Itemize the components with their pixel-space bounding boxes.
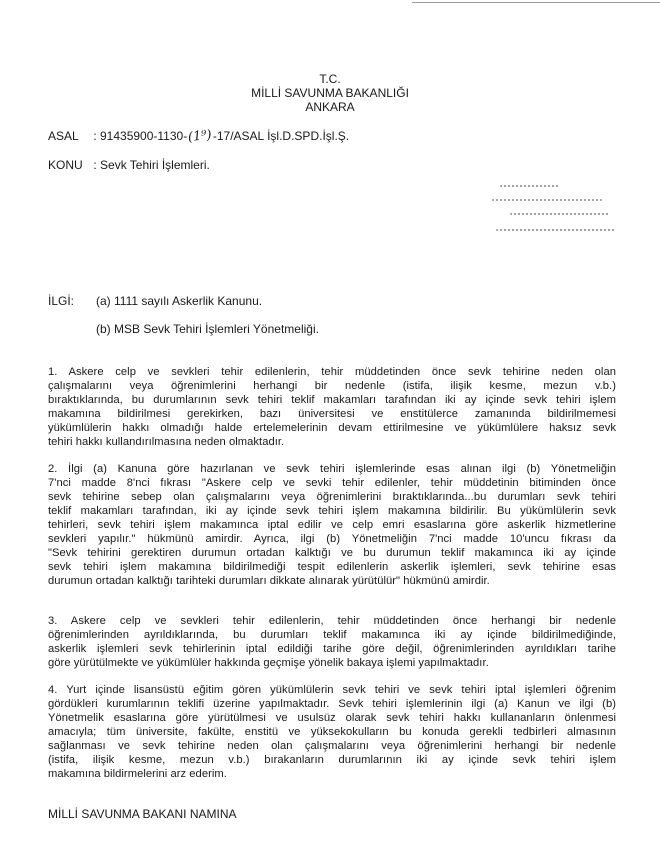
paragraph-line: öğrenimlerinden ayrıldıklarında, bu durumları teklif makamınca iki ay içinde bildirilmediğinde, — [48, 629, 616, 641]
paragraph-line: göre yürütülmekte ve yükümlüler hakkında geçmişe yönelik bakaya işlemi yapılmaktadır. — [48, 657, 489, 669]
paragraph-line: 7'nci madde 8'nci fıkrası "Askere celp ve sevki tehir edilenler, tehir müddetinin bitiminden önce — [48, 477, 616, 489]
paragraph-3 — [48, 614, 616, 670]
asal-line — [48, 129, 349, 144]
paragraph-line: sevkleri yapılır." hükmünü amirdir. Ayrıca, ilgi (b) Yönetmeliğin 7'nci madde 10'uncu fıkrası da — [48, 533, 616, 545]
asal-label: ASAL — [48, 129, 79, 143]
paragraph-line: sağlanması ve sevk tehirine neden olan çalışmalarını veya öğrenimlerini herhangi bir nedenle — [48, 740, 616, 752]
konu-value: : Sevk Tehiri İşlemleri. — [93, 158, 210, 172]
header-city: ANKARA — [305, 100, 355, 114]
paragraph-line: 1. Askere celp ve sevkleri tehir edilenlerin, tehir müddetinden önce sevk tehirine neden olan — [48, 366, 616, 378]
header-ministry: MİLLİ SAVUNMA BAKANLIĞI — [251, 86, 409, 100]
paragraph-4 — [48, 683, 616, 781]
paragraph-line: bıraktıklarında, bu durumlarının sevk tehiri teklif makamları tarafından iki ay içinde sevk tehiri işlem — [48, 394, 616, 406]
paragraph-line: yükümlülerin hakkı olmadığı halde ertelemelerinin devam ettirilmesine ve yükümlülere haksız sevk — [48, 422, 616, 434]
ilgi-label: İLGİ: — [48, 294, 75, 308]
paragraph-line: sevk tehirine sebep olan çalışmalarını veya öğrenimlerini bıraktıklarında...bu durumları sevk tehiri — [48, 491, 616, 503]
ilgi-item-a: (a) 1111 sayılı Askerlik Kanunu. — [96, 294, 263, 308]
paragraph-line: 2. İlgi (a) Kanuna göre hazırlanan ve sevk tehiri işlemlerinde esas alınan ilgi (b) Yönetmeliğin — [48, 463, 616, 475]
signature-line: MİLLİ SAVUNMA BAKANI NAMINA — [48, 807, 237, 821]
asal-handwritten-number: (1⁹) — [187, 127, 213, 146]
paragraph-line: 3. Askere celp ve sevkleri tehir edilenlerin, tehir müddetinden önce herhangi bir nedenle — [48, 615, 616, 627]
paragraph-line: amacıyla; tüm üniversite, fakülte, enstitü ve yüksekokulların bu konuda gerekli tedbirleri almasının — [48, 726, 616, 738]
paragraph-1 — [48, 365, 616, 449]
asal-number-suffix: -17/ASAL İşl.D.SPD.İşl.Ş. — [212, 129, 350, 143]
header-tc: T.C. — [319, 72, 341, 86]
paragraph-line: makamına bildirmelerini arz ederim. — [48, 768, 227, 780]
paragraph-line: durumun ortadan kalktığı tarihteki durumları dikkate alınarak yürütülür" hükmünü amirdir. — [48, 575, 490, 587]
paragraph-line: makamına bildirilmesi gerekirken, bazı üniversitesi ve enstitülerce zamanında bildirilmemesi — [48, 408, 616, 420]
konu-line — [48, 158, 210, 172]
paragraph-line: "Sevk tehirini gerektiren durumun ortadan kalktığı ve bu durumun teklif makamınca iki ay içinde — [48, 547, 616, 559]
paragraph-line: çalışmalarını veya öğrenimlerini herhangi bir nedenle (istifa, ilişik kesme, mezun v.b.) — [48, 380, 616, 392]
paragraph-line: Yönetmelik esaslarına göre yürütülmesi ve usulsüz olarak sevk tehiri hakkı kullananların önlenmesi — [48, 712, 616, 724]
top-rule — [412, 2, 660, 3]
redacted-address-block — [490, 185, 640, 237]
konu-label: KONU — [48, 158, 83, 172]
paragraph-2 — [48, 462, 616, 588]
paragraph-line: 4. Yurt içinde lisansüstü eğitim gören yükümlülerin sevk tehiri ve sevk tehiri iptal işlemleri öğrenim — [48, 684, 616, 696]
paragraph-line: teklif makamları tarafından, iki ay içinde sevk tehiri işlem makamına bildirilir. Bu yükümlülerin sevk — [48, 505, 616, 517]
paragraph-line: tehiri hakkı kullandırılmasına neden olmaktadır. — [48, 436, 285, 448]
paragraph-line: gördükleri kurumlarının teklifi üzerine yapılmaktadır. Sevk tehiri işlemlerinin ilgi (a) Kanun ve ilgi (b) — [48, 698, 616, 710]
paragraph-line: askerlik işlemleri sevk tehirlerinin iptal edildiği tarihe göre değil, öğrenimlerinden ayrıldıkları tarihe — [48, 643, 616, 655]
paragraph-line: tehirleri, sevk tehiri işlem makamınca iptal edilir ve celp emri esaslarına göre askerlik hizmetlerine — [48, 519, 616, 531]
ilgi-item-b: (b) MSB Sevk Tehiri İşlemleri Yönetmeliği. — [96, 322, 319, 336]
paragraph-line: (istifa, ilişik kesme, mezun v.b.) bırakanların durumlarının iki ay içinde sevk tehiri işlem — [48, 754, 616, 766]
asal-number-prefix: : 91435900-1130- — [93, 129, 188, 143]
paragraph-line: sevk tehiri işlem makamına bildirilmediği tespit edilenlerin askerlik işlemleri, sevk tehirine esas — [48, 561, 616, 573]
